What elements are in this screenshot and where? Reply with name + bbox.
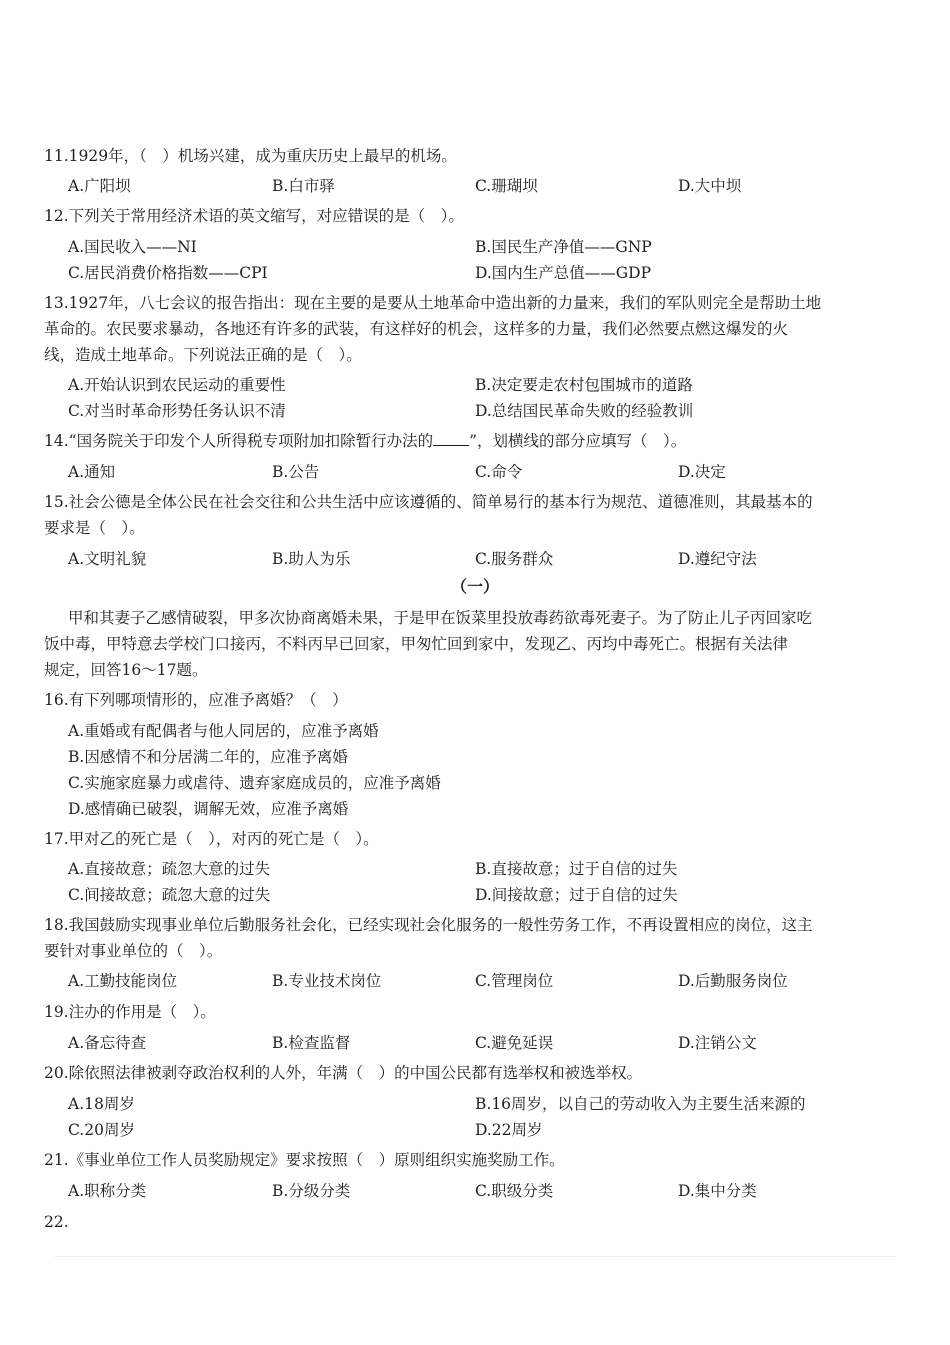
question-18-stem-line-2: 要针对事业单位的（ ）。 — [44, 942, 223, 960]
question-13-option-d: D.总结国民革命失败的经验教训 — [475, 402, 694, 420]
question-16-option-d: D.感情确已破裂，调解无效，应准予离婚 — [68, 800, 349, 818]
question-18-option-d: D.后勤服务岗位 — [678, 972, 788, 990]
question-11-option-c: C.珊瑚坝 — [475, 177, 538, 195]
question-13-stem-line-1: 13.1927年，八七会议的报告指出：现在主要的是要从土地革命中造出新的力量来，我们的军队则完全是帮助土地 — [44, 294, 822, 312]
question-14-option-c: C.命令 — [475, 463, 523, 481]
question-14-stem — [44, 430, 686, 452]
question-14-stem-before: 14.“国务院关于印发个人所得税专项附加扣除暂行办法的 — [44, 432, 434, 450]
question-15-option-a: A.文明礼貌 — [68, 550, 147, 568]
question-22-stem: 22. — [44, 1213, 69, 1231]
question-16-stem: 16.有下列哪项情形的，应准予离婚？（ ） — [44, 691, 348, 709]
question-14-stem-after: ”，划横线的部分应填写（ ）。 — [469, 432, 687, 450]
question-20-option-d: D.22周岁 — [475, 1121, 543, 1139]
material-line-1: 甲和其妻子乙感情破裂，甲多次协商离婚未果，于是甲在饭菜里投放毒药欲毒死妻子。为了防止儿子丙回家吃 — [68, 609, 813, 627]
question-20-option-c: C.20周岁 — [68, 1121, 135, 1139]
question-15-option-b: B.助人为乐 — [272, 550, 351, 568]
footer-divider — [55, 1256, 895, 1257]
question-12-stem: 12.下列关于常用经济术语的英文缩写，对应错误的是（ ）。 — [44, 207, 464, 225]
fill-blank-underline — [433, 431, 469, 446]
question-13-stem-line-3: 线，造成土地革命。下列说法正确的是（ ）。 — [44, 346, 362, 364]
question-19-option-d: D.注销公文 — [678, 1034, 757, 1052]
question-17-option-d: D.间接故意；过于自信的过失 — [475, 886, 678, 904]
question-12-option-a: A.国民收入——NI — [68, 238, 197, 256]
question-20-option-b: B.16周岁，以自己的劳动收入为主要生活来源的 — [475, 1095, 806, 1113]
question-19-option-b: B.检查监督 — [272, 1034, 351, 1052]
question-12-option-d: D.国内生产总值——GDP — [475, 264, 652, 282]
question-20-option-a: A.18周岁 — [68, 1095, 135, 1113]
question-14-option-b: B.公告 — [272, 463, 320, 481]
question-18-option-a: A.工勤技能岗位 — [68, 972, 178, 990]
question-17-option-a: A.直接故意；疏忽大意的过失 — [68, 860, 271, 878]
question-11-option-a: A.广阳坝 — [68, 177, 131, 195]
question-12-option-b: B.国民生产净值——GNP — [475, 238, 652, 256]
question-19-option-a: A.备忘待查 — [68, 1034, 147, 1052]
question-15-stem-line-1: 15.社会公德是全体公民在社会交往和公共生活中应该遵循的、简单易行的基本行为规范、道德准则，其最基本的 — [44, 493, 813, 511]
question-18-option-b: B.专业技术岗位 — [272, 972, 382, 990]
question-15-option-d: D.遵纪守法 — [678, 550, 757, 568]
section-heading: （一） — [450, 577, 499, 596]
question-11-stem: 11.1929年，（ ）机场兴建，成为重庆历史上最早的机场。 — [44, 147, 457, 165]
question-15-stem-line-2: 要求是（ ）。 — [44, 519, 145, 537]
question-17-stem: 17.甲对乙的死亡是（ ），对丙的死亡是（ ）。 — [44, 830, 379, 848]
question-13-option-b: B.决定要走农村包围城市的道路 — [475, 376, 693, 394]
question-11-option-d: D.大中坝 — [678, 177, 742, 195]
question-19-stem: 19.注办的作用是（ ）。 — [44, 1003, 216, 1021]
question-21-option-a: A.职称分类 — [68, 1182, 147, 1200]
question-21-stem: 21.《事业单位工作人员奖励规定》要求按照（ ）原则组织实施奖励工作。 — [44, 1151, 565, 1169]
question-13-stem-line-2: 革命的。农民要求暴动，各地还有许多的武装，有这样好的机会，这样多的力量，我们必然要点燃这爆发的火 — [44, 320, 789, 338]
question-17-option-c: C.间接故意；疏忽大意的过失 — [68, 886, 271, 904]
question-16-option-a: A.重婚或有配偶者与他人同居的，应准予离婚 — [68, 722, 379, 740]
question-21-option-c: C.职级分类 — [475, 1182, 554, 1200]
question-15-option-c: C.服务群众 — [475, 550, 554, 568]
question-21-option-d: D.集中分类 — [678, 1182, 757, 1200]
question-18-stem-line-1: 18.我国鼓励实现事业单位后勤服务社会化，已经实现社会化服务的一般性劳务工作，不再设置相应的岗位，这主 — [44, 916, 813, 934]
question-19-option-c: C.避免延误 — [475, 1034, 554, 1052]
question-11-option-b: B.白市驿 — [272, 177, 335, 195]
question-14-option-d: D.决定 — [678, 463, 726, 481]
question-13-option-a: A.开始认识到农民运动的重要性 — [68, 376, 286, 394]
question-21-option-b: B.分级分类 — [272, 1182, 351, 1200]
question-17-option-b: B.直接故意；过于自信的过失 — [475, 860, 678, 878]
question-18-option-c: C.管理岗位 — [475, 972, 554, 990]
question-16-option-c: C.实施家庭暴力或虐待、遗弃家庭成员的，应准予离婚 — [68, 774, 441, 792]
question-14-option-a: A.通知 — [68, 463, 116, 481]
material-line-2: 饭中毒，甲特意去学校门口接丙，不料丙早已回家，甲匆忙回到家中，发现乙、丙均中毒死亡。根据有关法律 — [44, 635, 789, 653]
material-line-3: 规定，回答16～17题。 — [44, 661, 208, 679]
question-16-option-b: B.因感情不和分居满二年的，应准予离婚 — [68, 748, 348, 766]
question-13-option-c: C.对当时革命形势任务认识不清 — [68, 402, 286, 420]
question-12-option-c: C.居民消费价格指数——CPI — [68, 264, 268, 282]
question-20-stem: 20.除依照法律被剥夺政治权利的人外，年满（ ）的中国公民都有选举权和被选举权。 — [44, 1064, 643, 1082]
